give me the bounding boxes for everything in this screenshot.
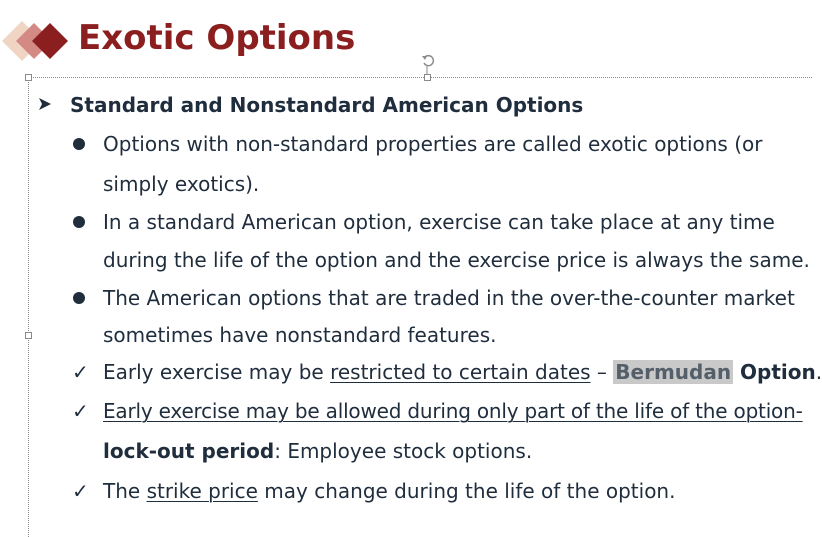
bullet-3-line-2: sometimes have nonstandard features. bbox=[103, 323, 497, 347]
check-2-rest: : Employee stock options. bbox=[274, 439, 533, 463]
section-heading: Standard and Nonstandard American Options bbox=[70, 93, 584, 117]
check-3-underlined: strike price bbox=[146, 479, 258, 503]
check-1-prefix: Early exercise may be bbox=[103, 360, 331, 384]
bullet-1-line-2: simply exotics). bbox=[103, 172, 260, 196]
bullet-2-line-2: during the life of the option and the exercise price is always the same. bbox=[103, 248, 810, 272]
slide-title[interactable]: Exotic Options bbox=[78, 18, 356, 58]
check-2-bold: lock-out period bbox=[103, 439, 275, 463]
check-3-line bbox=[103, 476, 675, 506]
arrowhead-bullet-icon bbox=[38, 97, 52, 111]
check-mark-icon: ✓ bbox=[72, 360, 89, 384]
check-2-line-1 bbox=[103, 396, 803, 426]
check-mark-icon: ✓ bbox=[72, 399, 89, 423]
check-1-highlight: Bermudan bbox=[615, 360, 732, 384]
filled-circle-bullet-icon bbox=[73, 292, 85, 304]
check-1-underlined: restricted to certain dates bbox=[330, 360, 591, 384]
bullet-1-line-1: Options with non-standard properties are called exotic options (or bbox=[103, 132, 763, 156]
check-1-bold: Option bbox=[733, 360, 816, 384]
check-mark-icon: ✓ bbox=[72, 479, 89, 503]
check-3-rest: may change during the life of the option. bbox=[257, 479, 676, 503]
check-1-end: . bbox=[815, 360, 822, 384]
check-1-dash: – bbox=[590, 360, 614, 384]
bullet-3-line-1: The American options that are traded in the over-the-counter market bbox=[103, 286, 795, 310]
check-1-line bbox=[103, 357, 822, 387]
check-3-prefix: The bbox=[103, 479, 147, 503]
bullet-2-line-1: In a standard American option, exercise can take place at any time bbox=[103, 210, 775, 234]
filled-circle-bullet-icon bbox=[73, 138, 85, 150]
filled-circle-bullet-icon bbox=[73, 216, 85, 228]
check-2-underlined: Early exercise may be allowed during only part of the life of the option- bbox=[103, 399, 803, 423]
check-2-line-2 bbox=[103, 436, 532, 466]
